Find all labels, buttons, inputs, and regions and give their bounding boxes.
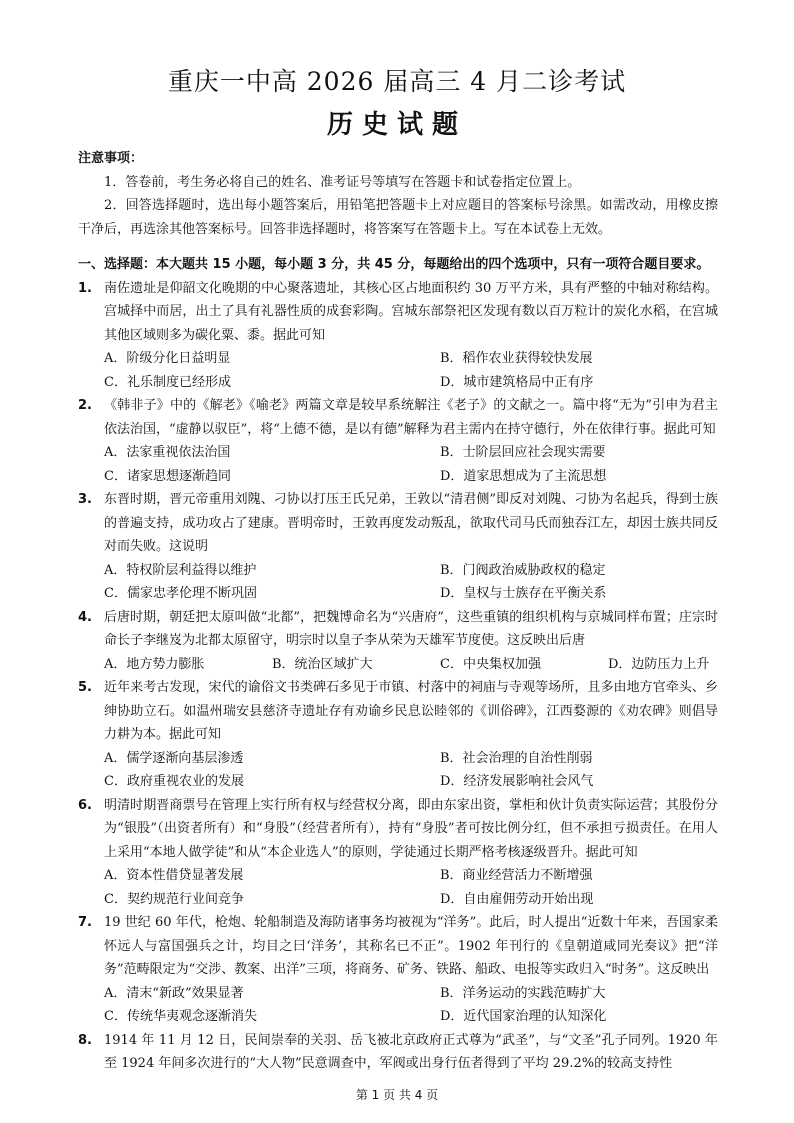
option-a: A．资本性借贷显著发展 — [104, 868, 244, 883]
option-b: B．商业经营活力不断增强 — [440, 868, 593, 883]
option-a: A．儒学逐渐向基层渗透 — [104, 750, 244, 766]
options — [104, 653, 718, 677]
question-number: 4. — [78, 609, 92, 625]
question-number: 3. — [78, 492, 92, 507]
question-2 — [78, 394, 718, 488]
option-a: A．法家重视依法治国 — [104, 445, 231, 460]
option-b: B．社会治理的自治性削弱 — [440, 750, 593, 766]
question-stem: 1914 年 11 月 12 日，民间崇奉的关羽、岳飞被北京政府正式尊为“武圣”，与“文圣”孔子同列。1920 年至 1924 年间多次进行的“大人物”民意调查中，军阀或出身行伍者得到了平均 29.2%的较高支持性 — [104, 1032, 718, 1071]
page-footer: 第 1 页 共 4 页 — [355, 1088, 439, 1102]
option-d: D．皇权与士族存在平衡关系 — [440, 586, 607, 601]
option-c: C．儒家忠孝伦理不断巩固 — [104, 586, 257, 601]
option-c: C．中央集权加强 — [440, 656, 541, 672]
option-b: B．士阶层回应社会现实需要 — [440, 445, 606, 460]
question-number: 1. — [78, 280, 92, 296]
option-a: A．地方势力膨胀 — [104, 656, 205, 672]
options — [104, 559, 718, 606]
question-stem: 东晋时期，晋元帝重用刘隗、刁协以打压王氏兄弟，王敦以“清君侧”即反对刘隗、刁协为名起兵，得到士族的普遍支持，成功攻占了建康。晋明帝时，王敦再度发动叛乱，欲取代司马氏而独吞江左，却因士族共同反对而失败。这说明 — [104, 492, 718, 554]
option-d: D．道家思想成为了主流思想 — [440, 468, 607, 484]
question-stem: 南佐遗址是仰韶文化晚期的中心聚落遗址，其核心区占地面积约 30 万平方米，具有严整的中轴对称结构。宫城择中而居，出土了具有礼器性质的成套彩陶。宫城东部祭祀区发现有数以百万粒计的炭化水稻，在宫城其他区域则多为碳化粟、黍。据此可知 — [104, 280, 718, 343]
question-5 — [78, 676, 718, 794]
notice-heading: 注意事项： — [78, 151, 144, 166]
exam-title: 重庆一中高 2026 届高三 4 月二诊考试 — [167, 67, 627, 96]
question-stem: 近年来考古发现，宋代的谕俗文书类碑石多见于市镇、村落中的祠庙与寺观等场所，且多由地方官牵头、乡绅协助立石。如温州瑞安县慈济寺遗址存有劝谕乡民息讼睦邻的《训俗碑》，江西婺源的《劝农碑》则倡导力耕为本。据此可知 — [104, 680, 718, 742]
options — [104, 982, 718, 1029]
question-number: 7. — [78, 915, 92, 930]
question-number: 8. — [78, 1032, 92, 1048]
question-7 — [78, 911, 718, 1029]
option-a: A．阶级分化日益明显 — [104, 351, 231, 366]
question-stem: 《韩非子》中的《解老》《喻老》两篇文章是较早系统解注《老子》的文献之一。篇中将“无为”引申为君主依法治国，“虚静以驭臣”，将“上德不德，是以有德”解释为君主需内在持守德行，外在依律行事。据此可知 — [104, 398, 718, 437]
notice-item: 2．回答选择题时，选出每小题答案后，用铅笔把答题卡上对应题目的答案标号涂黑。如需改动，用橡皮擦干净后，再选涂其他答案标号。回答非选择题时，将答案写在答题卡上。写在本试卷上无效。 — [78, 198, 718, 237]
option-c: C．政府重视农业的发展 — [104, 774, 244, 789]
question-3 — [78, 488, 718, 606]
section-heading: 一、选择题：本大题共 15 小题，每小题 3 分，共 45 分，每题给出的四个选项中，只有一项符合题目要求。 — [78, 257, 710, 272]
question-6 — [78, 794, 718, 912]
notice-item: 1．答卷前，考生务必将自己的姓名、准考证号等填写在答题卡和试卷指定位置上。 — [104, 174, 581, 190]
options — [104, 864, 718, 911]
question-number: 5. — [78, 680, 92, 695]
option-c: C．礼乐制度已经形成 — [104, 374, 231, 390]
question-number: 6. — [78, 797, 92, 813]
question-8 — [78, 1029, 718, 1076]
option-d: D．近代国家治理的认知深化 — [440, 1009, 607, 1024]
question-stem: 明清时期晋商票号在管理上实行所有权与经营权分离，即由东家出资，掌柜和伙计负责实际运营；其股份分为“银股”（出资者所有）和“身股”（经营者所有），持有“身股”者可按比例分红，但不承担亏损责任。在用人上采用“本地人做学徒”和从“本企业选人”的原则，学徒通过长期严格考核逐级晋升。据此可知 — [104, 797, 718, 860]
question-stem: 后唐时期，朝廷把太原叫做“北都”，把魏博命名为“兴唐府”，这些重镇的组织机构与京城同样布置；庄宗时命长子李继岌为北都太原留守，明宗时以皇子李从荣为天雄军节度使。这反映出后唐 — [104, 609, 718, 648]
options — [104, 747, 718, 794]
subject-title: 历史试题 — [326, 110, 467, 140]
option-d: D．城市建筑格局中正有序 — [440, 374, 594, 390]
question-4 — [78, 606, 718, 677]
exam-content — [78, 147, 718, 1076]
option-c: C．传统华夷观念逐渐消失 — [104, 1009, 257, 1024]
option-a: A．清末“新政”效果显著 — [104, 985, 244, 1001]
options — [104, 441, 718, 488]
option-d: D．边防压力上升 — [608, 656, 710, 672]
options — [104, 347, 718, 394]
question-1 — [78, 277, 718, 395]
option-b: B．洋务运动的实践范畴扩大 — [440, 985, 606, 1001]
option-c: C．诸家思想逐渐趋同 — [104, 468, 231, 484]
question-stem: 19 世纪 60 年代，枪炮、轮船制造及海防诸事务均被视为“洋务”。此后，时人提出“近数十年来，吾国家柔怀远人与富国强兵之计，均目之曰‘洋务’，其称名已不正”。1902 年刊行的《皇朝道咸同光奏议》把“洋务”范畴限定为“交涉、教案、出洋”三项，将商务、矿务、铁路、船政、电报等实政归入“时务”。这反映出 — [104, 915, 718, 977]
option-d: D．自由雇佣劳动开始出现 — [440, 891, 594, 907]
question-number: 2. — [78, 398, 92, 413]
option-b: B．统治区域扩大 — [272, 656, 373, 672]
option-c: C．契约规范行业间竞争 — [104, 891, 244, 907]
option-d: D．经济发展影响社会风气 — [440, 774, 594, 789]
option-b: B．门阀政治威胁政权的稳定 — [440, 562, 606, 578]
option-a: A．特权阶层利益得以维护 — [104, 562, 257, 578]
option-b: B．稻作农业获得较快发展 — [440, 351, 593, 366]
